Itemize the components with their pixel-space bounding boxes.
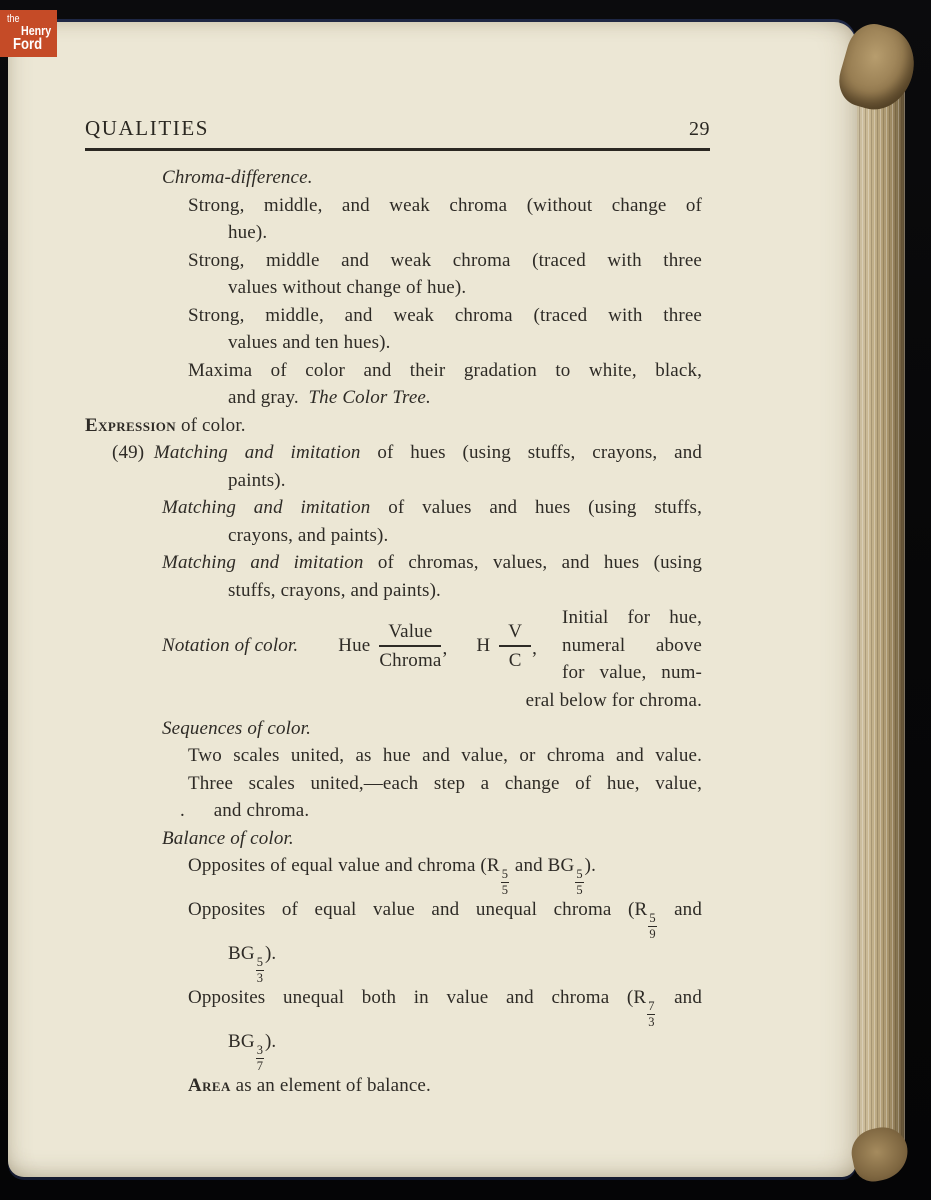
text-segment: BG [228, 1031, 255, 1052]
stacked-fraction: $\frac{5}{5}$ [576, 867, 583, 897]
text-segment: Chroma-difference. [162, 167, 313, 188]
text-segment: Maxima of color and their gradation to white, black, [188, 359, 702, 381]
text-line: numeral above [562, 634, 702, 656]
text-segment: Area [188, 1075, 231, 1096]
text-segment: Strong, middle, and weak chroma (without change of [188, 194, 702, 216]
page-number: 29 [689, 118, 710, 140]
text-segment: paints). [228, 469, 286, 491]
page-header [85, 116, 710, 151]
text-line [228, 384, 702, 412]
logo-text-ford: Ford [13, 36, 43, 53]
text-line [162, 825, 702, 853]
text-line [228, 467, 702, 495]
text-segment: values and ten hues). [228, 332, 391, 353]
text-segment: . and chroma. [180, 800, 310, 821]
notation-of-color-block [162, 604, 702, 687]
text-line [228, 577, 702, 605]
stacked-fraction: $\frac{5}{5}$ [501, 867, 508, 897]
text-line [112, 439, 702, 467]
text-segment: and BG [509, 855, 575, 876]
text-segment: values without change of hue). [228, 277, 467, 298]
book-page [8, 22, 856, 1177]
text-line [162, 494, 702, 522]
text-line [188, 896, 702, 940]
text-segment: Matching and imitation [162, 552, 364, 573]
text-segment: The Color Tree. [308, 387, 431, 408]
running-head [85, 116, 710, 151]
text-segment: ). [584, 855, 597, 876]
text-segment: (49) [112, 442, 154, 463]
text-segment: as an element of balance. [230, 1075, 431, 1096]
text-line [228, 219, 702, 247]
text-line: Initial for hue, [562, 607, 702, 629]
stacked-fraction: $\frac{5}{3}$ [256, 955, 263, 985]
text-line [228, 940, 702, 984]
text-segment: Strong, middle and weak chroma (traced with three [188, 249, 702, 271]
text-line [180, 797, 702, 825]
text-segment: Three scales united,—each step a change of hue, value, [188, 772, 702, 794]
stacked-fraction: $\frac{5}{9}$ [649, 911, 656, 941]
text-line [188, 302, 702, 330]
stacked-fraction: $\frac{7}{3}$ [648, 999, 655, 1029]
text-line: for value, num- [562, 662, 702, 684]
text-segment: ). [264, 943, 277, 964]
logo-text-the: the [7, 13, 20, 25]
text-line [188, 984, 702, 1028]
text-segment: Strong, middle, and weak chroma (traced with three [188, 304, 702, 326]
text-column [85, 164, 702, 1100]
text-line [228, 522, 702, 550]
text-segment: stuffs, crayons, and paints). [228, 579, 441, 601]
hue-word: Hue [338, 634, 371, 656]
text-segment: and [657, 899, 702, 920]
text-segment: crayons, and paints). [228, 524, 389, 546]
notation-label: Notation of color. [162, 634, 299, 656]
notation-overflow-line: eral below for chroma. [525, 690, 702, 711]
text-line [188, 357, 702, 385]
text-segment: Two scales united, as hue and value, or chroma and value. [188, 745, 702, 766]
text-segment: Balance of color. [162, 827, 294, 849]
text-segment: of chromas, values, and hues (using [363, 552, 702, 573]
text-segment: hue). [228, 222, 268, 243]
text-segment: Expression [85, 414, 177, 436]
text-segment: Matching and imitation [153, 442, 361, 463]
text-segment: Opposites of equal value and unequal chroma (R [188, 899, 648, 920]
h-letter: H [476, 634, 491, 656]
stacked-fraction: Value Chroma [379, 620, 442, 671]
stacked-fraction: $\frac{3}{7}$ [256, 1043, 263, 1073]
text-line [188, 1072, 702, 1100]
text-line [188, 247, 702, 275]
text-line [188, 192, 702, 220]
stacked-fraction: V C [499, 619, 531, 673]
page-title: QUALITIES [85, 116, 210, 140]
henry-ford-logo [0, 10, 57, 57]
text-line [188, 742, 702, 770]
text-line [162, 715, 702, 743]
text-segment: Opposites unequal both in value and chroma (R [188, 987, 647, 1008]
comma: , [442, 637, 448, 659]
text-segment: ). [264, 1031, 277, 1052]
text-segment: BG [228, 943, 255, 964]
notation-explanation-column [562, 604, 702, 687]
text-segment: of values and hues (using stuffs, [370, 497, 703, 518]
text-line [188, 852, 702, 896]
text-line [228, 329, 702, 357]
text-segment: of hues (using stuffs, crayons, and [360, 442, 703, 463]
text-segment: and gray. [228, 387, 309, 408]
text-segment: Matching and imitation [162, 497, 371, 518]
text-line [162, 164, 702, 192]
text-line [228, 1028, 702, 1072]
text-segment: of color. [176, 414, 246, 436]
comma: , [532, 637, 538, 659]
text-segment: and [656, 987, 702, 1008]
logo-text-henry: Henry [21, 23, 52, 38]
text-line [85, 412, 702, 440]
book-page-edges [856, 30, 905, 1172]
text-line [188, 770, 702, 798]
text-line [228, 274, 702, 302]
text-segment: Opposites of equal value and chroma (R [188, 855, 500, 876]
text-segment: Sequences of color. [162, 717, 312, 739]
text-line [162, 549, 702, 577]
